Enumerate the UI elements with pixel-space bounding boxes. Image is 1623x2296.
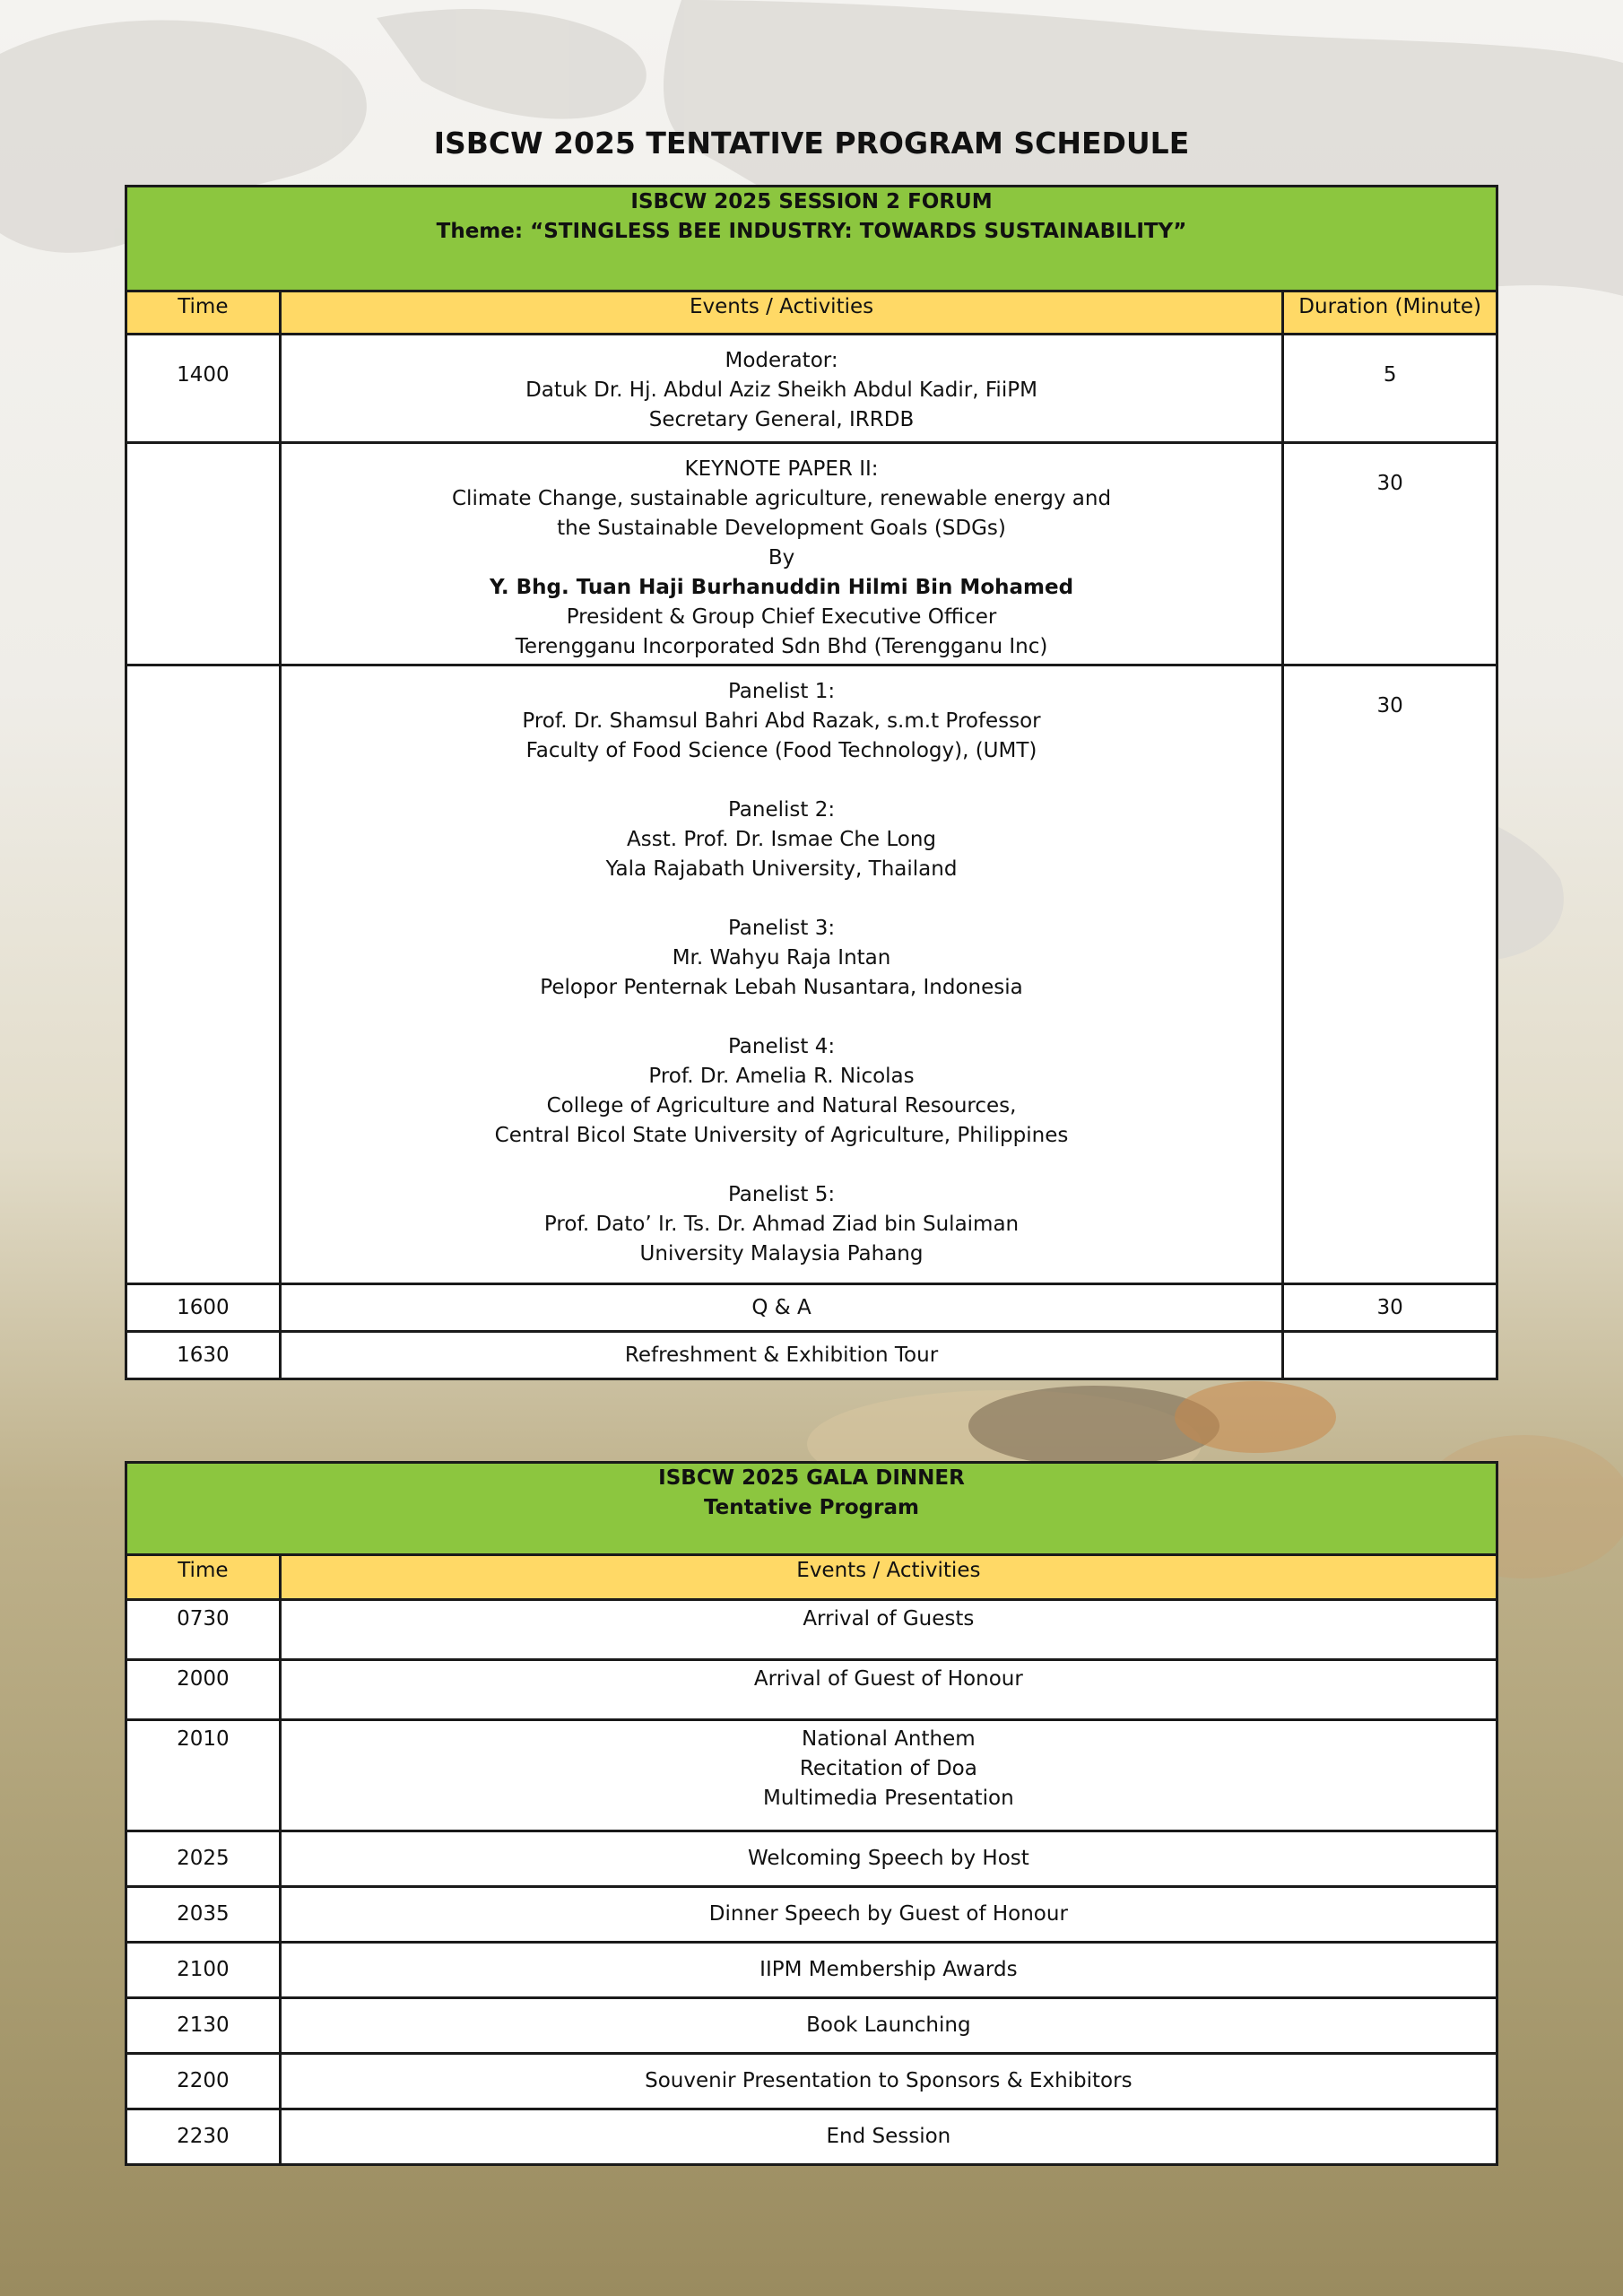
panelists-time xyxy=(126,665,281,1284)
keynote-line-2: the Sustainable Development Goals (SDGs) xyxy=(557,517,1006,540)
panelist-1-affiliation: Faculty of Food Science (Food Technology), (UMT) xyxy=(525,739,1037,762)
qa-row xyxy=(126,1284,1497,1332)
table-row xyxy=(126,2109,1497,2165)
table-row xyxy=(126,2054,1497,2109)
panelist-block xyxy=(282,796,1282,884)
page-title: ISBCW 2025 TENTATIVE PROGRAM SCHEDULE xyxy=(433,126,1190,161)
col-time-header: Time xyxy=(126,291,281,335)
gala-row-8-event: Souvenir Presentation to Sponsors & Exhibitors xyxy=(280,2054,1497,2109)
gala-row-1-event: Arrival of Guests xyxy=(280,1600,1497,1660)
panelist-block xyxy=(282,914,1282,1003)
gala-column-header-row xyxy=(126,1555,1497,1600)
table-row xyxy=(126,1887,1497,1943)
gala-row-4-time: 2025 xyxy=(126,1831,281,1887)
panelist-4-label: Panelist 4: xyxy=(727,1035,836,1058)
panelist-1-name: Prof. Dr. Shamsul Bahri Abd Razak, s.m.t Professor xyxy=(522,709,1041,733)
gala-row-6-time: 2100 xyxy=(126,1943,281,1998)
keynote-time xyxy=(126,443,281,665)
refreshment-duration xyxy=(1283,1332,1497,1379)
panelist-2-label: Panelist 2: xyxy=(727,798,836,822)
panelist-2-name: Asst. Prof. Dr. Ismae Che Long xyxy=(627,828,937,851)
gala-row-2-event: Arrival of Guest of Honour xyxy=(280,1660,1497,1720)
gala-row-5-event: Dinner Speech by Guest of Honour xyxy=(280,1887,1497,1943)
table-row xyxy=(126,1720,1497,1831)
forum-theme: Theme: “STINGLESS BEE INDUSTRY: TOWARDS SUSTAINABILITY” xyxy=(436,220,1187,243)
gala-row-2-time: 2000 xyxy=(126,1660,281,1720)
refreshment-event: Refreshment & Exhibition Tour xyxy=(280,1332,1283,1379)
keynote-org: Terengganu Incorporated Sdn Bhd (Terengganu Inc) xyxy=(515,635,1048,658)
table-row xyxy=(126,1831,1497,1887)
forum-schedule-table xyxy=(125,185,1498,1380)
gala-row-3-event-3: Multimedia Presentation xyxy=(763,1787,1014,1810)
panelist-4-affiliation-2: Central Bicol State University of Agriculture, Philippines xyxy=(494,1124,1069,1147)
col-duration-header: Duration (Minute) xyxy=(1283,291,1497,335)
table-row xyxy=(126,1600,1497,1660)
gala-dinner-table xyxy=(125,1461,1498,2166)
gala-row-5-time: 2035 xyxy=(126,1887,281,1943)
panelist-3-affiliation: Pelopor Penternak Lebah Nusantara, Indonesia xyxy=(540,976,1023,999)
gala-row-6-event: IIPM Membership Awards xyxy=(280,1943,1497,1998)
gala-header-row xyxy=(126,1463,1497,1555)
panelists-cell xyxy=(280,665,1283,1284)
keynote-label: KEYNOTE PAPER II: xyxy=(684,457,879,481)
panelist-2-affiliation: Yala Rajabath University, Thailand xyxy=(605,857,958,881)
gala-row-9-event: End Session xyxy=(280,2109,1497,2165)
keynote-speaker: Y. Bhg. Tuan Haji Burhanuddin Hilmi Bin Mohamed xyxy=(489,576,1074,599)
table-row xyxy=(126,1660,1497,1720)
moderator-time: 1400 xyxy=(126,335,281,443)
panelist-1-label: Panelist 1: xyxy=(727,680,836,703)
gala-row-8-time: 2200 xyxy=(126,2054,281,2109)
table-row xyxy=(126,1998,1497,2054)
panelist-3-label: Panelist 3: xyxy=(727,917,836,940)
panelist-block xyxy=(282,1032,1282,1151)
panelist-5-name: Prof. Dato’ Ir. Ts. Dr. Ahmad Ziad bin Sulaiman xyxy=(543,1213,1020,1236)
keynote-role: President & Group Chief Executive Officer xyxy=(566,605,997,629)
moderator-duration: 5 xyxy=(1283,335,1497,443)
forum-column-header-row xyxy=(126,291,1497,335)
panelist-4-affiliation: College of Agriculture and Natural Resources, xyxy=(546,1094,1017,1118)
table-row xyxy=(126,1943,1497,1998)
moderator-label: Moderator: xyxy=(725,349,838,372)
moderator-row xyxy=(126,335,1497,443)
refreshment-time: 1630 xyxy=(126,1332,281,1379)
keynote-duration: 30 xyxy=(1283,443,1497,665)
gala-row-3-event-2: Recitation of Doa xyxy=(799,1757,977,1780)
gala-subtitle: Tentative Program xyxy=(704,1496,919,1519)
gala-row-7-time: 2130 xyxy=(126,1998,281,2054)
forum-title: ISBCW 2025 SESSION 2 FORUM xyxy=(630,190,993,213)
panelist-block xyxy=(282,1180,1282,1269)
gala-row-3-event-1: National Anthem xyxy=(802,1727,976,1751)
gala-col-events-header: Events / Activities xyxy=(280,1555,1497,1600)
refreshment-row xyxy=(126,1332,1497,1379)
gala-row-4-event: Welcoming Speech by Host xyxy=(280,1831,1497,1887)
keynote-line-1: Climate Change, sustainable agriculture, renewable energy and xyxy=(452,487,1112,510)
gala-col-time-header: Time xyxy=(126,1555,281,1600)
panelists-row xyxy=(126,665,1497,1284)
forum-header-row xyxy=(126,187,1497,291)
moderator-name: Datuk Dr. Hj. Abdul Aziz Sheikh Abdul Kadir, FiiPM xyxy=(525,378,1037,402)
moderator-role: Secretary General, IRRDB xyxy=(648,408,915,431)
gala-title: ISBCW 2025 GALA DINNER xyxy=(658,1466,965,1490)
keynote-by: By xyxy=(768,546,795,570)
gala-row-7-event: Book Launching xyxy=(280,1998,1497,2054)
qa-event: Q & A xyxy=(280,1284,1283,1332)
gala-row-3-time: 2010 xyxy=(126,1720,281,1831)
panelist-5-affiliation: University Malaysia Pahang xyxy=(639,1242,924,1265)
qa-time: 1600 xyxy=(126,1284,281,1332)
qa-duration: 30 xyxy=(1283,1284,1497,1332)
panelist-5-label: Panelist 5: xyxy=(727,1183,836,1206)
panelist-block xyxy=(282,677,1282,766)
panelist-3-name: Mr. Wahyu Raja Intan xyxy=(672,946,891,970)
panelist-4-name: Prof. Dr. Amelia R. Nicolas xyxy=(648,1065,915,1088)
gala-row-9-time: 2230 xyxy=(126,2109,281,2165)
keynote-row xyxy=(126,443,1497,665)
panelists-duration: 30 xyxy=(1283,665,1497,1284)
gala-row-1-time: 0730 xyxy=(126,1600,281,1660)
col-events-header: Events / Activities xyxy=(280,291,1283,335)
